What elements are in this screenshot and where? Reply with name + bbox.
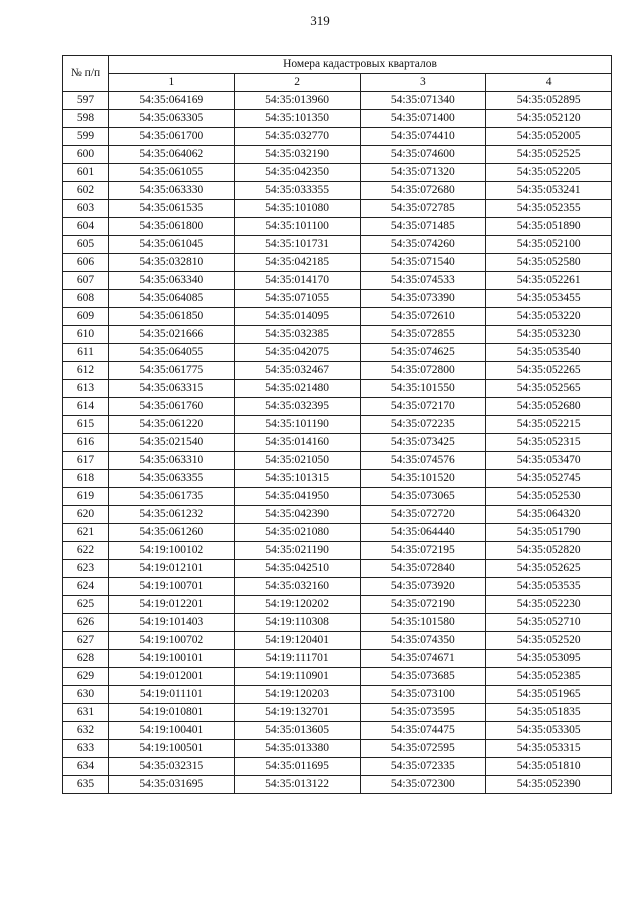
quarter-col-4-cell: 54:35:052100 [486, 236, 612, 254]
row-number-cell: 606 [63, 254, 109, 272]
table-row [63, 326, 612, 344]
quarter-col-1-cell: 54:35:061232 [109, 506, 235, 524]
quarter-col-1-cell: 54:35:064085 [109, 290, 235, 308]
quarter-col-4-cell: 54:35:052355 [486, 200, 612, 218]
quarter-col-4-cell: 54:35:052520 [486, 632, 612, 650]
quarter-col-1-cell: 54:35:061700 [109, 128, 235, 146]
quarter-col-4-cell: 54:35:052385 [486, 668, 612, 686]
quarter-col-3-cell: 54:35:101520 [360, 470, 486, 488]
row-number-cell: 609 [63, 308, 109, 326]
quarter-col-3-cell: 54:35:073065 [360, 488, 486, 506]
table-row [63, 632, 612, 650]
row-number-cell: 627 [63, 632, 109, 650]
quarter-col-2-cell: 54:19:120203 [234, 686, 360, 704]
quarter-col-1-cell: 54:35:061850 [109, 308, 235, 326]
quarter-col-1-cell: 54:35:032810 [109, 254, 235, 272]
row-number-cell: 629 [63, 668, 109, 686]
quarter-col-3-cell: 54:35:101580 [360, 614, 486, 632]
quarter-col-2-cell: 54:35:042075 [234, 344, 360, 362]
quarter-col-2-cell: 54:19:120401 [234, 632, 360, 650]
table-row [63, 614, 612, 632]
quarter-col-3-cell: 54:35:072235 [360, 416, 486, 434]
quarter-col-3-cell: 54:35:074260 [360, 236, 486, 254]
quarter-col-1-cell: 54:19:100102 [109, 542, 235, 560]
table-row [63, 200, 612, 218]
table-row [63, 722, 612, 740]
table-row [63, 344, 612, 362]
quarter-col-4-cell: 54:35:052261 [486, 272, 612, 290]
quarter-col-2-cell: 54:35:032190 [234, 146, 360, 164]
quarter-col-4-cell: 54:35:052005 [486, 128, 612, 146]
quarter-col-1-cell: 54:35:032315 [109, 758, 235, 776]
table-row [63, 434, 612, 452]
quarter-col-2-cell: 54:19:110901 [234, 668, 360, 686]
header-col-1: 1 [109, 74, 235, 92]
quarter-col-1-cell: 54:19:101403 [109, 614, 235, 632]
quarter-col-2-cell: 54:19:110308 [234, 614, 360, 632]
quarter-col-3-cell: 54:35:073425 [360, 434, 486, 452]
header-cadastral-numbers: Номера кадастровых кварталов [109, 56, 612, 74]
quarter-col-1-cell: 54:35:031695 [109, 776, 235, 794]
table-row [63, 362, 612, 380]
quarter-col-2-cell: 54:35:011695 [234, 758, 360, 776]
header-col-2: 2 [234, 74, 360, 92]
quarter-col-4-cell: 54:35:053540 [486, 344, 612, 362]
quarter-col-2-cell: 54:19:120202 [234, 596, 360, 614]
row-number-cell: 604 [63, 218, 109, 236]
quarter-col-2-cell: 54:35:101100 [234, 218, 360, 236]
quarter-col-3-cell: 54:35:072300 [360, 776, 486, 794]
row-number-cell: 608 [63, 290, 109, 308]
quarter-col-1-cell: 54:19:100702 [109, 632, 235, 650]
quarter-col-2-cell: 54:35:014095 [234, 308, 360, 326]
quarter-col-1-cell: 54:35:061735 [109, 488, 235, 506]
table-row [63, 596, 612, 614]
quarter-col-3-cell: 54:35:071540 [360, 254, 486, 272]
quarter-col-3-cell: 54:35:072595 [360, 740, 486, 758]
quarter-col-1-cell: 54:35:061760 [109, 398, 235, 416]
quarter-col-4-cell: 54:35:053220 [486, 308, 612, 326]
quarter-col-1-cell: 54:35:061045 [109, 236, 235, 254]
row-number-cell: 612 [63, 362, 109, 380]
quarter-col-1-cell: 54:35:064062 [109, 146, 235, 164]
quarter-col-1-cell: 54:19:100701 [109, 578, 235, 596]
quarter-col-4-cell: 54:35:051965 [486, 686, 612, 704]
quarter-col-2-cell: 54:35:013605 [234, 722, 360, 740]
quarter-col-3-cell: 54:35:074533 [360, 272, 486, 290]
header-col-4: 4 [486, 74, 612, 92]
row-number-cell: 605 [63, 236, 109, 254]
quarter-col-2-cell: 54:35:013960 [234, 92, 360, 110]
table-row [63, 542, 612, 560]
table-row [63, 560, 612, 578]
table-row [63, 290, 612, 308]
quarter-col-2-cell: 54:35:021190 [234, 542, 360, 560]
row-number-cell: 632 [63, 722, 109, 740]
quarter-col-3-cell: 54:35:101550 [360, 380, 486, 398]
table-row [63, 668, 612, 686]
quarter-col-3-cell: 54:35:072680 [360, 182, 486, 200]
table-row [63, 416, 612, 434]
quarter-col-4-cell: 54:35:052710 [486, 614, 612, 632]
table-body [63, 92, 612, 794]
quarter-col-2-cell: 54:35:032385 [234, 326, 360, 344]
quarter-col-3-cell: 54:35:071485 [360, 218, 486, 236]
header-row-number: № п/п [63, 56, 109, 92]
quarter-col-4-cell: 54:35:052820 [486, 542, 612, 560]
quarter-col-3-cell: 54:35:072840 [360, 560, 486, 578]
quarter-col-4-cell: 54:35:052265 [486, 362, 612, 380]
quarter-col-4-cell: 54:35:052215 [486, 416, 612, 434]
quarter-col-4-cell: 54:35:052745 [486, 470, 612, 488]
quarter-col-1-cell: 54:19:100401 [109, 722, 235, 740]
table-row [63, 380, 612, 398]
quarter-col-1-cell: 54:35:063330 [109, 182, 235, 200]
quarter-col-4-cell: 54:35:052530 [486, 488, 612, 506]
quarter-col-4-cell: 54:35:052120 [486, 110, 612, 128]
table-row [63, 470, 612, 488]
quarter-col-1-cell: 54:35:061775 [109, 362, 235, 380]
quarter-col-4-cell: 54:35:052525 [486, 146, 612, 164]
table-row [63, 704, 612, 722]
table-row [63, 218, 612, 236]
quarter-col-4-cell: 54:35:053230 [486, 326, 612, 344]
row-number-cell: 607 [63, 272, 109, 290]
table-row [63, 488, 612, 506]
row-number-cell: 635 [63, 776, 109, 794]
table-row [63, 452, 612, 470]
quarter-col-4-cell: 54:35:053315 [486, 740, 612, 758]
quarter-col-2-cell: 54:35:042510 [234, 560, 360, 578]
quarter-col-4-cell: 54:35:052895 [486, 92, 612, 110]
row-number-cell: 611 [63, 344, 109, 362]
quarter-col-1-cell: 54:35:061800 [109, 218, 235, 236]
quarter-col-1-cell: 54:35:061535 [109, 200, 235, 218]
table-header [63, 56, 612, 92]
row-number-cell: 631 [63, 704, 109, 722]
quarter-col-1-cell: 54:35:063315 [109, 380, 235, 398]
quarter-col-3-cell: 54:35:072335 [360, 758, 486, 776]
quarter-col-4-cell: 54:35:051835 [486, 704, 612, 722]
quarter-col-4-cell: 54:35:053095 [486, 650, 612, 668]
row-number-cell: 610 [63, 326, 109, 344]
table-row [63, 182, 612, 200]
quarter-col-1-cell: 54:35:063310 [109, 452, 235, 470]
quarter-col-2-cell: 54:35:042185 [234, 254, 360, 272]
row-number-cell: 630 [63, 686, 109, 704]
quarter-col-1-cell: 54:19:012001 [109, 668, 235, 686]
row-number-cell: 615 [63, 416, 109, 434]
quarter-col-4-cell: 54:35:053241 [486, 182, 612, 200]
quarter-col-4-cell: 54:35:053535 [486, 578, 612, 596]
row-number-cell: 624 [63, 578, 109, 596]
row-number-cell: 597 [63, 92, 109, 110]
quarter-col-3-cell: 54:35:071400 [360, 110, 486, 128]
quarter-col-4-cell: 54:35:064320 [486, 506, 612, 524]
quarter-col-4-cell: 54:35:052680 [486, 398, 612, 416]
row-number-cell: 625 [63, 596, 109, 614]
row-number-cell: 626 [63, 614, 109, 632]
quarter-col-1-cell: 54:35:064169 [109, 92, 235, 110]
quarter-col-2-cell: 54:35:101315 [234, 470, 360, 488]
table-row [63, 650, 612, 668]
quarter-col-4-cell: 54:35:052205 [486, 164, 612, 182]
row-number-cell: 614 [63, 398, 109, 416]
quarter-col-2-cell: 54:35:032395 [234, 398, 360, 416]
table-row [63, 164, 612, 182]
quarter-col-3-cell: 54:35:071320 [360, 164, 486, 182]
quarter-col-4-cell: 54:35:052565 [486, 380, 612, 398]
table-row [63, 578, 612, 596]
quarter-col-2-cell: 54:35:014170 [234, 272, 360, 290]
quarter-col-2-cell: 54:35:021050 [234, 452, 360, 470]
row-number-cell: 599 [63, 128, 109, 146]
quarter-col-1-cell: 54:35:061220 [109, 416, 235, 434]
quarter-col-1-cell: 54:35:061055 [109, 164, 235, 182]
quarter-col-2-cell: 54:35:021080 [234, 524, 360, 542]
row-number-cell: 601 [63, 164, 109, 182]
quarter-col-3-cell: 54:35:064440 [360, 524, 486, 542]
table-row [63, 272, 612, 290]
quarter-col-1-cell: 54:19:012101 [109, 560, 235, 578]
row-number-cell: 621 [63, 524, 109, 542]
quarter-col-3-cell: 54:35:074350 [360, 632, 486, 650]
row-number-cell: 602 [63, 182, 109, 200]
quarter-col-3-cell: 54:35:071340 [360, 92, 486, 110]
quarter-col-2-cell: 54:35:013380 [234, 740, 360, 758]
quarter-col-3-cell: 54:35:074576 [360, 452, 486, 470]
row-number-cell: 603 [63, 200, 109, 218]
row-number-cell: 619 [63, 488, 109, 506]
quarter-col-3-cell: 54:35:074475 [360, 722, 486, 740]
quarter-col-2-cell: 54:35:071055 [234, 290, 360, 308]
quarter-col-4-cell: 54:35:052390 [486, 776, 612, 794]
table-row [63, 254, 612, 272]
quarter-col-2-cell: 54:35:101080 [234, 200, 360, 218]
quarter-col-4-cell: 54:35:051810 [486, 758, 612, 776]
quarter-col-3-cell: 54:35:073685 [360, 668, 486, 686]
quarter-col-3-cell: 54:35:072610 [360, 308, 486, 326]
quarter-col-1-cell: 54:35:063340 [109, 272, 235, 290]
row-number-cell: 634 [63, 758, 109, 776]
table-row [63, 398, 612, 416]
quarter-col-1-cell: 54:19:100501 [109, 740, 235, 758]
table-row [63, 92, 612, 110]
quarter-col-1-cell: 54:19:010801 [109, 704, 235, 722]
quarter-col-1-cell: 54:35:061260 [109, 524, 235, 542]
quarter-col-1-cell: 54:19:100101 [109, 650, 235, 668]
table-row [63, 776, 612, 794]
quarter-col-2-cell: 54:35:014160 [234, 434, 360, 452]
quarter-col-3-cell: 54:35:072195 [360, 542, 486, 560]
quarter-col-1-cell: 54:35:064055 [109, 344, 235, 362]
table-row [63, 506, 612, 524]
quarter-col-4-cell: 54:35:051890 [486, 218, 612, 236]
table-row [63, 758, 612, 776]
quarter-col-3-cell: 54:35:074671 [360, 650, 486, 668]
table-row [63, 236, 612, 254]
quarter-col-2-cell: 54:35:032160 [234, 578, 360, 596]
row-number-cell: 598 [63, 110, 109, 128]
table-row [63, 146, 612, 164]
table-row [63, 740, 612, 758]
quarter-col-3-cell: 54:35:072855 [360, 326, 486, 344]
cadastral-quarters-table [62, 55, 612, 794]
row-number-cell: 620 [63, 506, 109, 524]
quarter-col-2-cell: 54:35:042350 [234, 164, 360, 182]
quarter-col-3-cell: 54:35:072785 [360, 200, 486, 218]
quarter-col-3-cell: 54:35:072720 [360, 506, 486, 524]
quarter-col-2-cell: 54:35:101350 [234, 110, 360, 128]
quarter-col-4-cell: 54:35:052625 [486, 560, 612, 578]
quarter-col-3-cell: 54:35:074410 [360, 128, 486, 146]
quarter-col-1-cell: 54:35:063355 [109, 470, 235, 488]
table-row [63, 128, 612, 146]
quarter-col-3-cell: 54:35:072170 [360, 398, 486, 416]
quarter-col-4-cell: 54:35:053455 [486, 290, 612, 308]
row-number-cell: 616 [63, 434, 109, 452]
quarter-col-2-cell: 54:35:032467 [234, 362, 360, 380]
quarter-col-2-cell: 54:35:041950 [234, 488, 360, 506]
quarter-col-3-cell: 54:35:072190 [360, 596, 486, 614]
row-number-cell: 633 [63, 740, 109, 758]
quarter-col-2-cell: 54:35:033355 [234, 182, 360, 200]
quarter-col-3-cell: 54:35:074625 [360, 344, 486, 362]
header-col-3: 3 [360, 74, 486, 92]
quarter-col-4-cell: 54:35:052580 [486, 254, 612, 272]
row-number-cell: 613 [63, 380, 109, 398]
table-row [63, 110, 612, 128]
quarter-col-4-cell: 54:35:052230 [486, 596, 612, 614]
quarter-col-2-cell: 54:19:111701 [234, 650, 360, 668]
quarter-col-4-cell: 54:35:051790 [486, 524, 612, 542]
quarter-col-1-cell: 54:35:021540 [109, 434, 235, 452]
quarter-col-1-cell: 54:19:012201 [109, 596, 235, 614]
quarter-col-2-cell: 54:35:042390 [234, 506, 360, 524]
table-row [63, 524, 612, 542]
quarter-col-3-cell: 54:35:073100 [360, 686, 486, 704]
quarter-col-1-cell: 54:35:021666 [109, 326, 235, 344]
quarter-col-4-cell: 54:35:052315 [486, 434, 612, 452]
table-row [63, 308, 612, 326]
quarter-col-2-cell: 54:35:013122 [234, 776, 360, 794]
table-row [63, 686, 612, 704]
row-number-cell: 622 [63, 542, 109, 560]
quarter-col-2-cell: 54:35:032770 [234, 128, 360, 146]
quarter-col-2-cell: 54:19:132701 [234, 704, 360, 722]
quarter-col-3-cell: 54:35:072800 [360, 362, 486, 380]
quarter-col-3-cell: 54:35:073595 [360, 704, 486, 722]
quarter-col-3-cell: 54:35:074600 [360, 146, 486, 164]
quarter-col-3-cell: 54:35:073390 [360, 290, 486, 308]
quarter-col-2-cell: 54:35:021480 [234, 380, 360, 398]
row-number-cell: 618 [63, 470, 109, 488]
quarter-col-3-cell: 54:35:073920 [360, 578, 486, 596]
quarter-col-2-cell: 54:35:101731 [234, 236, 360, 254]
row-number-cell: 600 [63, 146, 109, 164]
row-number-cell: 617 [63, 452, 109, 470]
quarter-col-2-cell: 54:35:101190 [234, 416, 360, 434]
row-number-cell: 628 [63, 650, 109, 668]
quarter-col-4-cell: 54:35:053305 [486, 722, 612, 740]
quarter-col-4-cell: 54:35:053470 [486, 452, 612, 470]
quarter-col-1-cell: 54:19:011101 [109, 686, 235, 704]
row-number-cell: 623 [63, 560, 109, 578]
page-number: 319 [310, 13, 330, 28]
quarter-col-1-cell: 54:35:063305 [109, 110, 235, 128]
